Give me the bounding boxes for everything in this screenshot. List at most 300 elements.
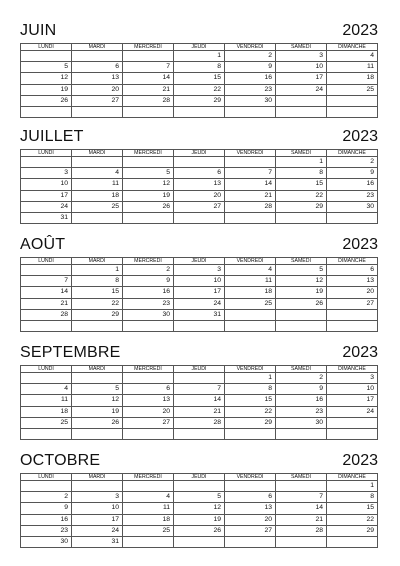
day-cell (72, 157, 123, 168)
weekday-header: VENDREDI (225, 44, 276, 51)
day-cell: 16 (276, 395, 327, 406)
day-cell: 10 (327, 384, 378, 395)
month-block-september (20, 342, 378, 440)
month-grid (20, 149, 378, 224)
day-cell: 18 (225, 287, 276, 298)
week-row (21, 201, 378, 212)
day-cell (225, 320, 276, 331)
month-header (20, 342, 378, 365)
day-cell: 10 (276, 62, 327, 73)
day-cell: 6 (327, 265, 378, 276)
week-row (21, 536, 378, 547)
day-cell (21, 481, 72, 492)
week-row (21, 157, 378, 168)
day-cell: 28 (123, 95, 174, 106)
day-cell: 2 (276, 373, 327, 384)
week-row (21, 428, 378, 439)
week-row (21, 95, 378, 106)
day-cell: 23 (225, 84, 276, 95)
day-cell: 2 (21, 492, 72, 503)
day-cell: 16 (327, 179, 378, 190)
day-cell (123, 481, 174, 492)
day-cell: 22 (276, 190, 327, 201)
day-cell: 23 (21, 525, 72, 536)
day-cell: 5 (276, 265, 327, 276)
week-row (21, 62, 378, 73)
day-cell: 18 (72, 190, 123, 201)
day-cell: 6 (225, 492, 276, 503)
year-label: 2023 (342, 452, 378, 469)
day-cell: 15 (72, 287, 123, 298)
weekday-header: LUNDI (21, 258, 72, 265)
month-title: OCTOBRE (20, 452, 101, 469)
day-cell: 30 (225, 95, 276, 106)
weekday-header: MERCREDI (123, 474, 174, 481)
weekday-header-row (21, 258, 378, 265)
day-cell (327, 95, 378, 106)
weekday-header: SAMEDI (276, 150, 327, 157)
day-cell: 24 (327, 406, 378, 417)
day-cell: 24 (21, 201, 72, 212)
day-cell: 8 (276, 168, 327, 179)
day-cell (174, 536, 225, 547)
day-cell: 19 (276, 287, 327, 298)
day-cell: 3 (174, 265, 225, 276)
day-cell (174, 373, 225, 384)
day-cell: 6 (174, 168, 225, 179)
weekday-header: DIMANCHE (327, 474, 378, 481)
weekday-header: MERCREDI (123, 150, 174, 157)
day-cell: 8 (72, 276, 123, 287)
weekday-header-row (21, 150, 378, 157)
day-cell: 5 (21, 62, 72, 73)
day-cell: 30 (123, 309, 174, 320)
day-cell: 27 (123, 417, 174, 428)
day-cell: 12 (276, 276, 327, 287)
day-cell: 9 (276, 384, 327, 395)
day-cell (21, 265, 72, 276)
day-cell (72, 212, 123, 223)
day-cell: 19 (72, 406, 123, 417)
day-cell (225, 428, 276, 439)
week-row (21, 417, 378, 428)
weekday-header: VENDREDI (225, 258, 276, 265)
weekday-header: JEUDI (174, 474, 225, 481)
day-cell (174, 157, 225, 168)
month-grid (20, 257, 378, 332)
weekday-header: MARDI (72, 44, 123, 51)
day-cell: 11 (123, 503, 174, 514)
day-cell (225, 481, 276, 492)
weekday-header: LUNDI (21, 474, 72, 481)
day-cell: 5 (123, 168, 174, 179)
day-cell: 30 (21, 536, 72, 547)
day-cell: 19 (123, 190, 174, 201)
day-cell (225, 212, 276, 223)
day-cell (72, 51, 123, 62)
day-cell: 24 (174, 298, 225, 309)
week-row (21, 276, 378, 287)
day-cell: 17 (276, 73, 327, 84)
weekday-header-row (21, 44, 378, 51)
day-cell (276, 320, 327, 331)
month-header (20, 234, 378, 257)
day-cell (327, 320, 378, 331)
day-cell: 21 (174, 406, 225, 417)
month-grid (20, 365, 378, 440)
day-cell: 17 (327, 395, 378, 406)
day-cell: 29 (276, 201, 327, 212)
day-cell (225, 106, 276, 117)
weekday-header: MARDI (72, 258, 123, 265)
day-cell (276, 95, 327, 106)
day-cell: 29 (225, 417, 276, 428)
day-cell (276, 481, 327, 492)
week-row (21, 514, 378, 525)
weekday-header: SAMEDI (276, 258, 327, 265)
day-cell: 21 (276, 514, 327, 525)
day-cell: 15 (174, 73, 225, 84)
day-cell (174, 212, 225, 223)
weekday-header: DIMANCHE (327, 44, 378, 51)
day-cell: 24 (72, 525, 123, 536)
month-block-july (20, 126, 378, 224)
day-cell: 12 (123, 179, 174, 190)
day-cell: 14 (21, 287, 72, 298)
day-cell (72, 320, 123, 331)
day-cell: 11 (21, 395, 72, 406)
day-cell (21, 51, 72, 62)
day-cell: 15 (327, 503, 378, 514)
weekday-header: MARDI (72, 474, 123, 481)
day-cell: 20 (225, 514, 276, 525)
day-cell: 6 (72, 62, 123, 73)
day-cell: 7 (174, 384, 225, 395)
day-cell: 14 (276, 503, 327, 514)
day-cell: 2 (225, 51, 276, 62)
day-cell: 26 (21, 95, 72, 106)
day-cell: 1 (327, 481, 378, 492)
week-row (21, 106, 378, 117)
day-cell: 20 (72, 84, 123, 95)
day-cell: 9 (327, 168, 378, 179)
week-row (21, 287, 378, 298)
month-title: AOÛT (20, 236, 66, 253)
day-cell: 28 (174, 417, 225, 428)
day-cell (276, 309, 327, 320)
day-cell: 25 (225, 298, 276, 309)
day-cell (72, 373, 123, 384)
day-cell: 13 (72, 73, 123, 84)
month-title: JUIN (20, 22, 57, 39)
day-cell (276, 428, 327, 439)
day-cell: 15 (276, 179, 327, 190)
weekday-header: JEUDI (174, 258, 225, 265)
day-cell: 26 (276, 298, 327, 309)
day-cell: 14 (123, 73, 174, 84)
month-grid (20, 43, 378, 118)
day-cell: 13 (123, 395, 174, 406)
day-cell: 14 (174, 395, 225, 406)
day-cell (327, 309, 378, 320)
day-cell: 22 (225, 406, 276, 417)
day-cell (276, 106, 327, 117)
day-cell (174, 320, 225, 331)
day-cell: 1 (276, 157, 327, 168)
week-row (21, 384, 378, 395)
week-row (21, 190, 378, 201)
day-cell: 17 (72, 514, 123, 525)
day-cell: 7 (123, 62, 174, 73)
month-header (20, 126, 378, 149)
day-cell (225, 309, 276, 320)
week-row (21, 481, 378, 492)
day-cell: 14 (225, 179, 276, 190)
day-cell: 28 (225, 201, 276, 212)
day-cell (21, 428, 72, 439)
day-cell: 11 (72, 179, 123, 190)
day-cell: 4 (21, 384, 72, 395)
day-cell: 1 (225, 373, 276, 384)
day-cell: 3 (276, 51, 327, 62)
month-title: JUILLET (20, 128, 84, 145)
day-cell: 21 (21, 298, 72, 309)
week-row (21, 320, 378, 331)
day-cell: 27 (174, 201, 225, 212)
weekday-header: MERCREDI (123, 44, 174, 51)
weekday-header-row (21, 366, 378, 373)
day-cell: 21 (123, 84, 174, 95)
day-cell (72, 106, 123, 117)
day-cell: 18 (21, 406, 72, 417)
day-cell: 11 (225, 276, 276, 287)
day-cell: 20 (174, 190, 225, 201)
day-cell (21, 106, 72, 117)
weekday-header: DIMANCHE (327, 366, 378, 373)
day-cell: 29 (174, 95, 225, 106)
day-cell: 30 (327, 201, 378, 212)
day-cell: 23 (276, 406, 327, 417)
day-cell: 11 (327, 62, 378, 73)
month-title: SEPTEMBRE (20, 344, 121, 361)
day-cell (123, 373, 174, 384)
weekday-header: DIMANCHE (327, 258, 378, 265)
week-row (21, 309, 378, 320)
day-cell (123, 428, 174, 439)
day-cell (174, 106, 225, 117)
day-cell: 16 (225, 73, 276, 84)
week-row (21, 395, 378, 406)
day-cell: 30 (276, 417, 327, 428)
day-cell: 31 (21, 212, 72, 223)
day-cell: 29 (327, 525, 378, 536)
weekday-header: JEUDI (174, 150, 225, 157)
day-cell: 3 (327, 373, 378, 384)
day-cell: 15 (225, 395, 276, 406)
day-cell: 13 (327, 276, 378, 287)
day-cell: 21 (225, 190, 276, 201)
day-cell: 4 (123, 492, 174, 503)
day-cell: 12 (72, 395, 123, 406)
day-cell: 25 (72, 201, 123, 212)
day-cell: 9 (21, 503, 72, 514)
day-cell: 10 (21, 179, 72, 190)
day-cell: 7 (21, 276, 72, 287)
day-cell: 2 (123, 265, 174, 276)
weekday-header-row (21, 474, 378, 481)
weekday-header: SAMEDI (276, 366, 327, 373)
day-cell: 25 (21, 417, 72, 428)
day-cell: 19 (174, 514, 225, 525)
day-cell (276, 536, 327, 547)
day-cell (123, 536, 174, 547)
day-cell: 8 (174, 62, 225, 73)
day-cell: 24 (276, 84, 327, 95)
day-cell: 9 (123, 276, 174, 287)
day-cell: 18 (123, 514, 174, 525)
day-cell (72, 481, 123, 492)
day-cell: 10 (72, 503, 123, 514)
weekday-header: JEUDI (174, 44, 225, 51)
weekday-header: LUNDI (21, 150, 72, 157)
month-grid (20, 473, 378, 548)
day-cell: 28 (21, 309, 72, 320)
day-cell: 22 (72, 298, 123, 309)
day-cell (72, 428, 123, 439)
day-cell: 3 (72, 492, 123, 503)
week-row (21, 51, 378, 62)
day-cell: 26 (72, 417, 123, 428)
weekday-header: MARDI (72, 150, 123, 157)
day-cell: 26 (123, 201, 174, 212)
day-cell: 31 (174, 309, 225, 320)
month-block-october (20, 450, 378, 548)
year-label: 2023 (342, 22, 378, 39)
week-row (21, 525, 378, 536)
day-cell: 5 (72, 384, 123, 395)
day-cell: 23 (327, 190, 378, 201)
day-cell: 13 (225, 503, 276, 514)
day-cell (174, 428, 225, 439)
day-cell: 19 (21, 84, 72, 95)
day-cell (327, 428, 378, 439)
day-cell: 4 (72, 168, 123, 179)
day-cell: 5 (174, 492, 225, 503)
day-cell (123, 51, 174, 62)
day-cell (225, 157, 276, 168)
day-cell: 27 (327, 298, 378, 309)
month-header (20, 450, 378, 473)
weekday-header: MERCREDI (123, 258, 174, 265)
weekday-header: SAMEDI (276, 44, 327, 51)
week-row (21, 168, 378, 179)
weekday-header: LUNDI (21, 366, 72, 373)
day-cell: 25 (123, 525, 174, 536)
day-cell: 4 (225, 265, 276, 276)
week-row (21, 492, 378, 503)
day-cell: 20 (123, 406, 174, 417)
day-cell: 8 (327, 492, 378, 503)
day-cell: 1 (72, 265, 123, 276)
day-cell: 7 (276, 492, 327, 503)
day-cell (327, 417, 378, 428)
week-row (21, 212, 378, 223)
day-cell: 8 (225, 384, 276, 395)
week-row (21, 406, 378, 417)
day-cell: 4 (327, 51, 378, 62)
week-row (21, 73, 378, 84)
day-cell: 17 (174, 287, 225, 298)
month-header (20, 20, 378, 43)
day-cell (327, 106, 378, 117)
day-cell (276, 212, 327, 223)
day-cell (225, 536, 276, 547)
weekday-header: LUNDI (21, 44, 72, 51)
week-row (21, 373, 378, 384)
day-cell: 28 (276, 525, 327, 536)
day-cell: 6 (123, 384, 174, 395)
day-cell: 2 (327, 157, 378, 168)
weekday-header: JEUDI (174, 366, 225, 373)
day-cell (123, 212, 174, 223)
day-cell (21, 157, 72, 168)
day-cell: 7 (225, 168, 276, 179)
day-cell: 22 (327, 514, 378, 525)
day-cell: 18 (327, 73, 378, 84)
day-cell: 9 (225, 62, 276, 73)
weekday-header: SAMEDI (276, 474, 327, 481)
day-cell: 31 (72, 536, 123, 547)
day-cell: 16 (123, 287, 174, 298)
day-cell (174, 481, 225, 492)
weekday-header: MERCREDI (123, 366, 174, 373)
week-row (21, 265, 378, 276)
day-cell: 12 (174, 503, 225, 514)
day-cell (21, 373, 72, 384)
day-cell: 13 (174, 179, 225, 190)
weekday-header: VENDREDI (225, 150, 276, 157)
week-row (21, 179, 378, 190)
weekday-header: MARDI (72, 366, 123, 373)
month-block-august (20, 234, 378, 332)
day-cell: 1 (174, 51, 225, 62)
weekday-header: VENDREDI (225, 474, 276, 481)
day-cell (21, 320, 72, 331)
weekday-header: VENDREDI (225, 366, 276, 373)
day-cell: 23 (123, 298, 174, 309)
day-cell: 3 (21, 168, 72, 179)
day-cell: 10 (174, 276, 225, 287)
year-label: 2023 (342, 344, 378, 361)
day-cell (123, 320, 174, 331)
weekday-header: DIMANCHE (327, 150, 378, 157)
year-label: 2023 (342, 236, 378, 253)
day-cell: 20 (327, 287, 378, 298)
day-cell: 27 (72, 95, 123, 106)
day-cell: 16 (21, 514, 72, 525)
week-row (21, 84, 378, 95)
day-cell (123, 157, 174, 168)
day-cell: 26 (174, 525, 225, 536)
day-cell: 27 (225, 525, 276, 536)
year-label: 2023 (342, 128, 378, 145)
month-block-june (20, 20, 378, 118)
day-cell: 22 (174, 84, 225, 95)
day-cell: 25 (327, 84, 378, 95)
week-row (21, 298, 378, 309)
day-cell (123, 106, 174, 117)
day-cell (327, 536, 378, 547)
